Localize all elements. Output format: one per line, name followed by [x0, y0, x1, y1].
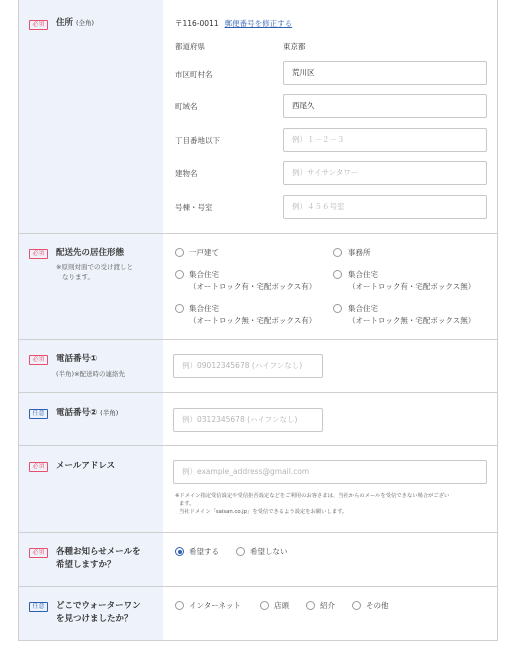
postal-code-line	[175, 18, 292, 29]
phone2-row	[19, 392, 497, 445]
address-row	[19, 0, 497, 233]
address-title-text: 住所	[56, 18, 74, 28]
option-apartment-nolock-nobox-detail[interactable]: （オートロック無・宅配ボックス無）	[348, 316, 476, 325]
radio-newsletter-yes[interactable]	[175, 547, 184, 556]
phone2-title-text: 電話番号②	[56, 408, 98, 418]
option-office[interactable]: 事務所	[348, 248, 371, 257]
phone1-label-cell	[19, 340, 163, 392]
referral-options	[163, 587, 497, 640]
required-badge: 必須	[29, 20, 48, 30]
room-label: 号棟・号室	[175, 203, 213, 212]
newsletter-row	[19, 532, 497, 586]
radio-detached-house[interactable]	[175, 248, 184, 257]
residence-note-2: なります。	[62, 273, 94, 281]
residence-options	[163, 234, 497, 339]
phone2-field-cell	[163, 393, 497, 445]
option-apartment-nolock-box[interactable]: 集合住宅	[189, 304, 219, 313]
building-input[interactable]: 例）サイサンタワー	[283, 161, 487, 185]
radio-referral-store[interactable]	[260, 601, 269, 610]
email-label-cell	[19, 446, 163, 532]
phone2-title-note: (半角)	[100, 409, 119, 417]
option-detached-house[interactable]: 一戸建て	[189, 248, 219, 257]
option-apartment-lock-box-detail[interactable]: （オートロック有・宅配ボックス有）	[189, 282, 317, 291]
city-label: 市区町村名	[175, 70, 213, 79]
city-input[interactable]: 荒川区	[283, 61, 487, 85]
option-referral-introduction[interactable]: 紹介	[320, 601, 335, 610]
optional-badge: 任意	[29, 602, 48, 612]
residence-title: 配送先の居住形態	[56, 248, 125, 258]
radio-apartment-nolock-nobox[interactable]	[333, 304, 342, 313]
town-input[interactable]: 西尾久	[283, 94, 487, 118]
postal-code: 〒116-0011	[175, 19, 219, 28]
email-input[interactable]: 例）example_address@gmail.com	[173, 460, 487, 484]
newsletter-title-2: 希望しますか？	[56, 560, 116, 570]
address-label-cell	[19, 0, 163, 233]
phone2-title	[56, 407, 118, 420]
required-badge: 必須	[29, 355, 48, 365]
radio-newsletter-no[interactable]	[236, 547, 245, 556]
phone1-title: 電話番号①	[56, 354, 98, 364]
radio-referral-introduction[interactable]	[306, 601, 315, 610]
referral-title-1: どこでウォーターワン	[56, 601, 141, 611]
address-field-cell	[163, 0, 497, 233]
phone2-input[interactable]: 例）0312345678 (ハイフンなし)	[173, 408, 323, 432]
block-label: 丁目番地以下	[175, 136, 220, 145]
email-row	[19, 445, 497, 532]
email-notice	[175, 492, 493, 516]
referral-title-2: を見つけましたか？	[56, 614, 133, 624]
radio-apartment-lock-box[interactable]	[175, 270, 184, 279]
radio-apartment-lock-nobox[interactable]	[333, 270, 342, 279]
prefecture-label: 都道府県	[175, 42, 205, 51]
residence-label-cell	[19, 234, 163, 339]
address-title	[56, 17, 94, 30]
postal-fix-link[interactable]: 郵便番号を修正する	[224, 19, 293, 28]
optional-badge: 任意	[29, 409, 48, 419]
option-apartment-lock-nobox[interactable]: 集合住宅	[348, 270, 378, 279]
newsletter-title-1: 各種お知らせメールを	[56, 547, 141, 557]
email-field-cell	[163, 446, 497, 532]
option-referral-other[interactable]: その他	[366, 601, 389, 610]
option-newsletter-no[interactable]: 希望しない	[250, 547, 288, 556]
block-input[interactable]: 例）１－２－３	[283, 128, 487, 152]
referral-label-cell	[19, 587, 163, 640]
prefecture-value: 東京都	[283, 42, 306, 51]
town-label: 町域名	[175, 102, 198, 111]
room-input[interactable]: 例）４５６号室	[283, 195, 487, 219]
radio-referral-other[interactable]	[352, 601, 361, 610]
option-apartment-lock-box[interactable]: 集合住宅	[189, 270, 219, 279]
option-referral-store[interactable]: 店頭	[274, 601, 289, 610]
option-newsletter-yes[interactable]: 希望する	[189, 547, 219, 556]
newsletter-label-cell	[19, 533, 163, 586]
option-apartment-nolock-box-detail[interactable]: （オートロック無・宅配ボックス有）	[189, 316, 317, 325]
email-notice-line-2: ます。	[179, 501, 195, 507]
option-apartment-lock-nobox-detail[interactable]: （オートロック有・宅配ボックス無）	[348, 282, 476, 291]
newsletter-options	[163, 533, 497, 586]
residence-note-1: ※原則対面での受け渡しと	[56, 263, 133, 271]
email-title: メールアドレス	[56, 461, 116, 471]
building-label: 建物名	[175, 169, 198, 178]
option-apartment-nolock-nobox[interactable]: 集合住宅	[348, 304, 378, 313]
residence-row	[19, 233, 497, 339]
radio-office[interactable]	[333, 248, 342, 257]
registration-form	[18, 0, 498, 641]
phone1-note: (半角)※配送時の連絡先	[56, 370, 126, 378]
phone2-label-cell	[19, 393, 163, 445]
address-title-note: (全角)	[75, 19, 95, 27]
required-badge: 必須	[29, 249, 48, 259]
phone1-input[interactable]: 例）09012345678 (ハイフンなし)	[173, 354, 323, 378]
required-badge: 必須	[29, 462, 48, 472]
referral-row	[19, 586, 497, 640]
email-notice-line-3: 当社ドメイン「saisan.co.jp」を受信できるよう設定をお願いします。	[179, 509, 348, 515]
phone1-field-cell	[163, 340, 497, 392]
phone1-row	[19, 339, 497, 392]
radio-referral-internet[interactable]	[175, 601, 184, 610]
email-notice-line-1: ※ドメイン指定受信設定や受信拒否設定などをご利用のお客さまは、当社からのメールを受信できない場合がござい	[175, 493, 450, 499]
required-badge: 必須	[29, 548, 48, 558]
radio-apartment-nolock-box[interactable]	[175, 304, 184, 313]
option-referral-internet[interactable]: インターネット	[189, 601, 241, 610]
